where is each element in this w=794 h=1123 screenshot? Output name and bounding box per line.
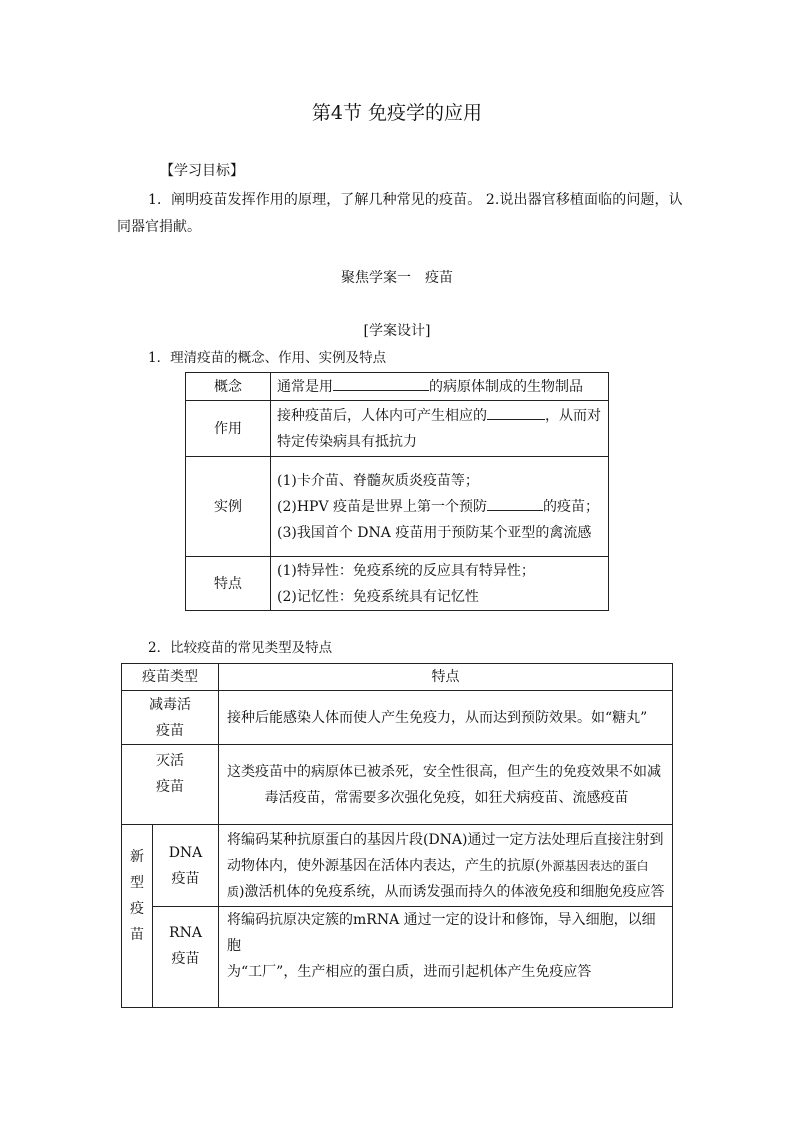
header-type: 疫苗类型 [122, 664, 219, 691]
example-item-2-post: 的疫苗； [543, 498, 600, 515]
attenuated-type [122, 691, 219, 745]
example-item-2-pre: (2)HPV 疫苗是世界上第一个预防 [277, 498, 488, 515]
concept-content [271, 373, 609, 401]
attenuated-type-line-2: 疫苗 [156, 722, 184, 739]
dna-feature-note: 外源基因表达的蛋白 [540, 858, 649, 873]
traits-content [271, 557, 609, 611]
examples-content [271, 457, 609, 557]
example-item-1: (1)卡介苗、脊髓灰质炎疫苗等； [277, 472, 479, 489]
heading-2: 2．比较疫苗的常见类型及特点 [148, 640, 333, 656]
learning-goals-heading: 【学习目标】 [160, 163, 244, 179]
dna-type [153, 825, 219, 907]
dna-type-line-1: DNA [168, 844, 203, 861]
rna-feature-line-2: 为“工厂”，生产相应的蛋白质，进而引起机体产生免疫应答 [227, 964, 592, 980]
concept-label: 概念 [186, 373, 271, 401]
dna-type-line-2: 疫苗 [171, 870, 200, 887]
example-item-3: (3)我国首个 DNA 疫苗用于预防某个亚型的禽流感 [277, 524, 592, 541]
new-type-label [122, 825, 153, 1008]
section-title: 聚焦学案一 疫苗 [341, 270, 453, 286]
traits-label: 特点 [186, 557, 271, 611]
fill-blank[interactable] [487, 403, 545, 420]
dna-feature-line-2: 动物体内，使外源基因在活体内表达，产生的抗原( [227, 857, 541, 874]
rna-type-line-2: 疫苗 [171, 951, 200, 967]
rna-feature [219, 907, 673, 1008]
page-title: 第4节 免疫学的应用 [311, 102, 483, 124]
concept-text-pre: 通常是用 [277, 378, 333, 395]
inactivated-feature-line-2: 毒活疫苗，常需要多次强化免疫，如狂犬病疫苗、流感疫苗 [264, 789, 629, 806]
function-text-post: ，从而对 [545, 407, 601, 424]
inactivated-type [122, 745, 219, 825]
rna-feature-line-1: 将编码抗原决定簇的mRNA 通过一定的设计和修饰，导入细胞，以细胞 [227, 912, 656, 954]
learning-goals-line-1: 1．阐明疫苗发挥作用的原理，了解几种常见的疫苗。 2.说出器官移植面临的问题，认 [148, 192, 683, 208]
trait-item-1: (1)特异性：免疫系统的反应具有特异性； [277, 562, 535, 579]
dna-feature-line-1: 将编码某种抗原蛋白的基因片段(DNA)通过一定方法处理后直接注射到 [227, 831, 664, 848]
new-type-char-2: 型 [130, 875, 144, 891]
rna-type-line-1: RNA [169, 925, 202, 941]
new-type-char-3: 疫 [130, 901, 144, 917]
section-subtitle: [学案设计] [363, 323, 431, 339]
header-feature: 特点 [219, 664, 673, 691]
function-text-pre: 接种疫苗后，人体内可产生相应的 [277, 407, 487, 424]
attenuated-type-line-1: 减毒活 [149, 696, 191, 713]
fill-blank[interactable] [333, 374, 429, 391]
fill-blank[interactable] [487, 494, 543, 511]
concept-text-post: 的病原体制成的生物制品 [429, 378, 583, 395]
inactivated-type-line-1: 灭活 [156, 752, 184, 769]
dna-feature-line-3: )激活机体的免疫系统，从而诱发强而持久的体液免疫和细胞免疫应答 [239, 883, 665, 900]
inactivated-feature-line-1: 这类疫苗中的病原体已被杀死，安全性很高，但产生的免疫效果不如减 [227, 763, 661, 780]
inactivated-type-line-2: 疫苗 [156, 778, 184, 795]
heading-1: 1．理清疫苗的概念、作用、实例及特点 [148, 350, 387, 366]
function-text-line-2: 特定传染病具有抵抗力 [277, 433, 417, 450]
new-type-char-1: 新 [130, 849, 144, 865]
inactivated-feature [219, 745, 673, 825]
dna-feature [219, 825, 673, 907]
vaccine-types-table [121, 663, 673, 1008]
dna-feature-note-end: 质 [227, 884, 240, 899]
rna-type [153, 907, 219, 1008]
function-content [271, 401, 609, 457]
trait-item-2: (2)记忆性：免疫系统具有记忆性 [277, 588, 479, 605]
vaccine-overview-table [185, 372, 609, 611]
examples-label: 实例 [186, 457, 271, 557]
new-type-char-4: 苗 [130, 927, 144, 943]
attenuated-feature: 接种后能感染人体而使人产生免疫力，从而达到预防效果。如“糖丸” [219, 691, 673, 745]
learning-goals-line-2: 同器官捐献。 [117, 219, 201, 235]
function-label: 作用 [186, 401, 271, 457]
